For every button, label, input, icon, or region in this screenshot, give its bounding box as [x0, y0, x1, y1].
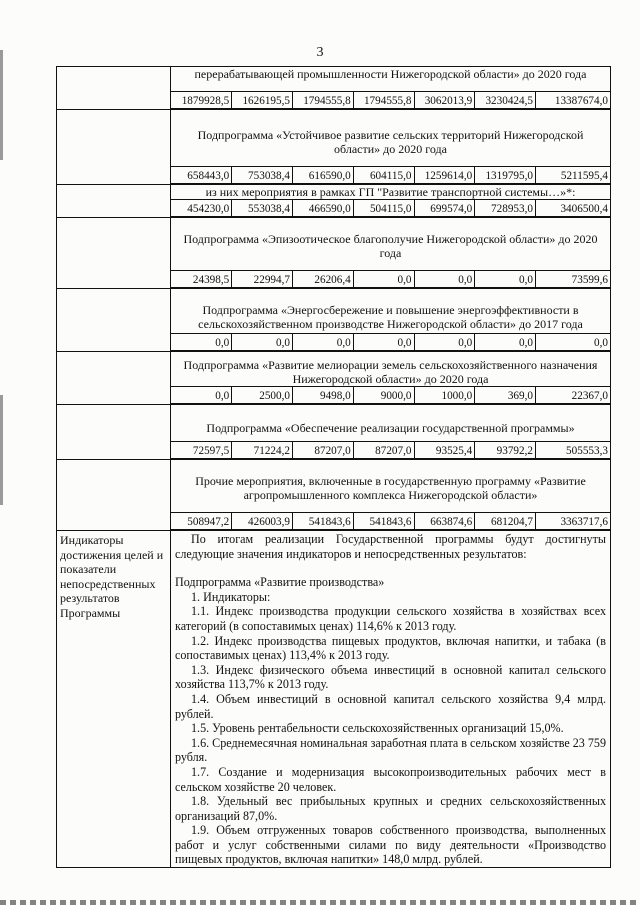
value-cell: 508947,2 — [171, 513, 232, 530]
value-cell: 699574,0 — [414, 200, 475, 217]
value-cell: 1626195,5 — [232, 92, 293, 109]
binder-mark — [0, 50, 3, 160]
value-cell: 0,0 — [171, 387, 232, 404]
value-cell: 1879928,5 — [171, 92, 232, 109]
indicator-item: 1.2. Индекс производства пищевых продуктов, включая напитки, и табака (в сопоставимых ценах) 113,4% к 2013 году. — [175, 633, 606, 663]
funding-section — [171, 110, 611, 185]
value-cell: 454230,0 — [171, 200, 232, 217]
intro-text: По итогам реализации Государственной программы будут достигнуты следующие значения индикаторов и непосредственных результатов: — [175, 532, 606, 561]
values-row — [171, 512, 610, 530]
value-cell: 369,0 — [475, 387, 536, 404]
left-cell-empty — [57, 110, 171, 185]
value-cell: 0,0 — [475, 271, 536, 288]
value-cell: 9498,0 — [293, 387, 354, 404]
page-number: 3 — [316, 45, 324, 60]
value-cell: 1319795,0 — [475, 167, 536, 184]
value-cell: 3406500,4 — [536, 200, 611, 217]
value-cell: 1794555,8 — [353, 92, 414, 109]
left-cell-empty — [57, 67, 171, 110]
value-cell: 541843,6 — [353, 513, 414, 530]
funding-section — [171, 185, 611, 218]
value-cell: 9000,0 — [353, 387, 414, 404]
indicators-label: Индикаторы достижения целей и показатели непосредственных результатов Программы — [60, 533, 164, 620]
value-cell: 505553,3 — [536, 442, 611, 459]
value-cell: 2500,0 — [232, 387, 293, 404]
indicator-item: 1.6. Среднемесячная номинальная заработная плата в сельском хозяйстве 23 759 рубля. — [175, 735, 606, 765]
value-cell: 663874,6 — [414, 513, 475, 530]
spacer — [175, 561, 606, 575]
indicators-heading: 1. Индикаторы: — [191, 589, 271, 604]
value-cell: 426003,9 — [232, 513, 293, 530]
indicator-item: 1.5. Уровень рентабельности сельскохозяйственных организаций 15,0%. — [191, 721, 564, 736]
indicator-item: 1.1. Индекс производства продукции сельского хозяйства в хозяйствах всех категорий (в сопоставимых ценах) 114,6% к 2013 году. — [175, 604, 606, 633]
left-cell-empty — [57, 289, 171, 352]
left-cell-empty — [57, 460, 171, 531]
value-cell: 541843,6 — [293, 513, 354, 530]
funding-section — [171, 405, 611, 460]
value-cell: 1259614,0 — [414, 167, 475, 184]
value-cell: 3230424,5 — [475, 92, 536, 109]
value-cell: 3363717,6 — [536, 513, 611, 530]
funding-section — [171, 289, 611, 352]
value-cell: 553038,4 — [232, 200, 293, 217]
left-cell-empty — [57, 218, 171, 289]
value-cell: 71224,2 — [232, 442, 293, 459]
indicators-content — [171, 531, 611, 868]
funding-section — [171, 67, 611, 110]
section-title: Подпрограмма «Развитие мелиорации земель сельскохозяйственного назначения Нижегородской области» до 2020 года — [183, 358, 598, 386]
funding-section — [171, 460, 611, 531]
values-row — [171, 386, 610, 404]
value-cell: 0,0 — [353, 334, 414, 351]
left-cell-empty — [57, 405, 171, 460]
values-row — [171, 166, 610, 184]
section-title: Подпрограмма «Обеспечение реализации государственной программы» — [206, 421, 575, 435]
value-cell: 93525,4 — [414, 442, 475, 459]
indicator-item: 1.8. Удельный вес прибыльных крупных и средних сельскохозяйственных организаций 87,0%. — [175, 794, 606, 823]
value-cell: 753038,4 — [232, 167, 293, 184]
value-cell: 26206,4 — [293, 271, 354, 288]
subprogram-title: Подпрограмма «Развитие производства» — [175, 575, 385, 590]
value-cell: 466590,0 — [293, 200, 354, 217]
values-row — [171, 441, 610, 459]
section-title: перерабатывающей промышленности Нижегородской области» до 2020 года — [194, 67, 587, 81]
left-cell-empty — [57, 185, 171, 218]
value-cell: 728953,0 — [475, 200, 536, 217]
value-cell: 0,0 — [475, 334, 536, 351]
value-cell: 3062013,9 — [414, 92, 475, 109]
indicator-item: 1.7. Создание и модернизация высокопроизводительных рабочих мест в сельском хозяйстве 20 человек. — [175, 764, 606, 794]
indicator-item: 1.9. Объем отгруженных товаров собственного производства, выполненных работ и услуг собственными силами по виду деятельности «Производство пищевых продуктов, включая напитки» 148,0 млрд. рублей. — [175, 823, 606, 867]
value-cell: 73599,6 — [536, 271, 611, 288]
values-row — [171, 199, 610, 217]
value-cell: 1000,0 — [414, 387, 475, 404]
value-cell: 1794555,8 — [293, 92, 354, 109]
value-cell: 0,0 — [232, 334, 293, 351]
section-title: Подпрограмма «Устойчивое развитие сельских территорий Нижегородской области» до 2020 года — [197, 128, 584, 156]
values-row — [171, 91, 610, 109]
binder-mark — [0, 395, 3, 505]
value-cell: 0,0 — [536, 334, 611, 351]
value-cell: 87207,0 — [353, 442, 414, 459]
program-table — [56, 66, 611, 868]
value-cell: 22994,7 — [232, 271, 293, 288]
scan-edge — [0, 900, 640, 905]
value-cell: 93792,2 — [475, 442, 536, 459]
values-row — [171, 270, 610, 288]
indicators-label-cell — [57, 531, 171, 868]
section-title: Подпрограмма «Энергосбережение и повышение энергоэффективности в сельскохозяйственном производстве Нижегородской области» до 2017 года — [198, 303, 583, 331]
funding-section — [171, 218, 611, 289]
left-cell-empty — [57, 352, 171, 405]
value-cell: 24398,5 — [171, 271, 232, 288]
value-cell: 504115,0 — [353, 200, 414, 217]
section-title: Прочие мероприятия, включенные в государственную программу «Развитие агропромышленного комплекса Нижегородской области» — [195, 474, 586, 502]
value-cell: 0,0 — [353, 271, 414, 288]
section-title: Подпрограмма «Эпизоотическое благополучие Нижегородской области» до 2020 года — [183, 232, 598, 260]
value-cell: 13387674,0 — [536, 92, 611, 109]
indicator-item: 1.4. Объем инвестиций в основной капитал сельского хозяйства 9,4 млрд. рублей. — [175, 691, 606, 721]
values-row — [171, 333, 610, 351]
value-cell: 0,0 — [171, 334, 232, 351]
section-title: из них мероприятия в рамках ГП "Развитие транспортной системы…»*: — [205, 185, 576, 199]
funding-section — [171, 352, 611, 405]
value-cell: 681204,7 — [475, 513, 536, 530]
value-cell: 5211595,4 — [536, 167, 611, 184]
value-cell: 0,0 — [414, 271, 475, 288]
value-cell: 658443,0 — [171, 167, 232, 184]
value-cell: 72597,5 — [171, 442, 232, 459]
value-cell: 0,0 — [414, 334, 475, 351]
value-cell: 616590,0 — [293, 167, 354, 184]
indicator-item: 1.3. Индекс физического объема инвестиций в основной капитал сельского хозяйства 113,7% к 2013 году. — [175, 662, 606, 692]
value-cell: 87207,0 — [293, 442, 354, 459]
value-cell: 604115,0 — [353, 167, 414, 184]
value-cell: 0,0 — [293, 334, 354, 351]
value-cell: 22367,0 — [536, 387, 611, 404]
